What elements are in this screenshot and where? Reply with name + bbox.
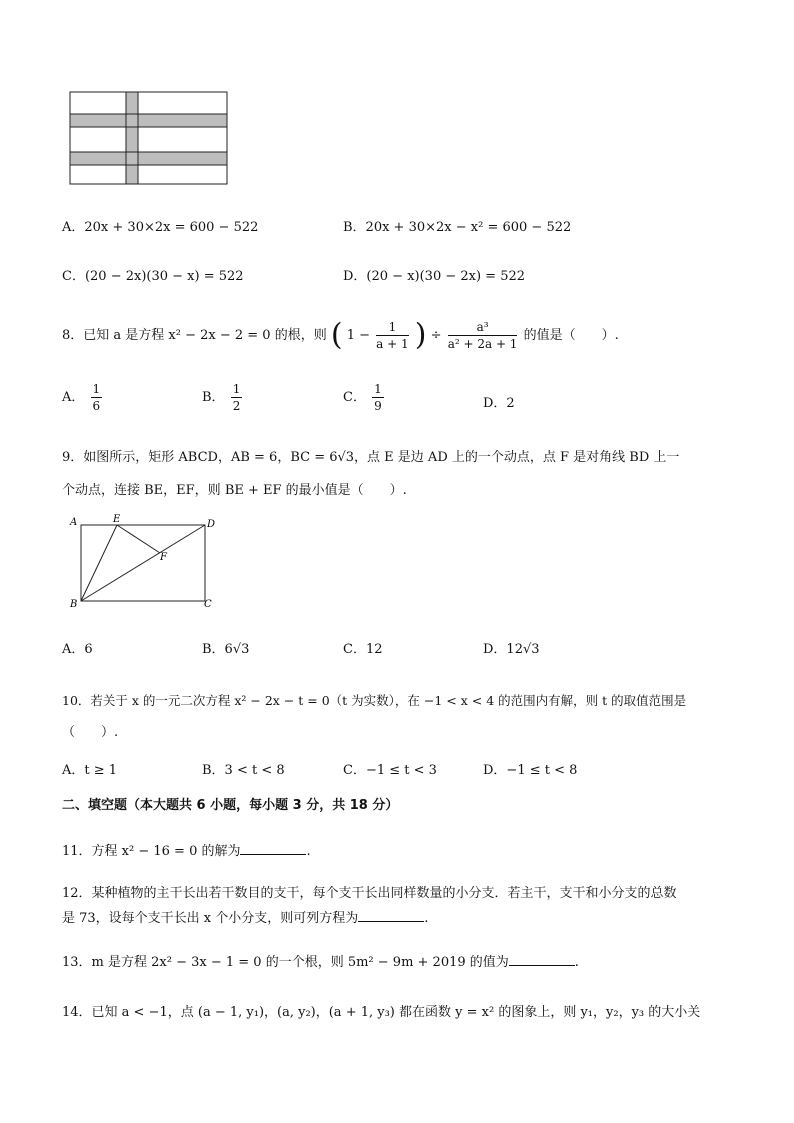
q8-fraction-1-numerator: 1 <box>376 319 408 336</box>
q8-option-b-fraction <box>231 381 243 414</box>
q13-text: 13．m 是方程 2x² − 3x − 1 = 0 的一个根，则 5m² − 9m + 2019 的值为 <box>62 955 509 970</box>
q12-text: 是 73，设每个支干长出 x 个小分支，则可列方程为 <box>62 911 359 926</box>
q13 <box>62 951 579 970</box>
q8-prefix: 8．已知 a 是方程 x² − 2x − 2 = 0 的根，则 <box>62 328 327 343</box>
q7-option-b[interactable]: B．20x + 30×2x − x² = 600 − 522 <box>343 220 572 235</box>
q10-option-a[interactable]: A．t ≥ 1 <box>62 763 118 778</box>
q10-stem-line-2: （ ）. <box>62 725 119 740</box>
q7-option-a[interactable]: A．20x + 30×2x = 600 − 522 <box>62 220 259 235</box>
q8-option-c-denominator: 9 <box>374 399 382 413</box>
q8-option-b-denominator: 2 <box>232 399 241 413</box>
q9-option-c[interactable]: C．12 <box>343 642 383 657</box>
q8-option-c-numerator: 1 <box>374 382 382 396</box>
q7-road-figure <box>69 91 229 186</box>
q10-option-b[interactable]: B．3 < t < 8 <box>202 763 285 778</box>
q10-stem-line-1: 10．若关于 x 的一元二次方程 x² − 2x − t = 0（t 为实数），在 −1 < x < 4 的范围内有解，则 t 的取值范围是 <box>62 693 687 708</box>
q8-fraction-2-numerator: a³ <box>448 319 518 336</box>
q8-option-a-fraction <box>91 381 103 414</box>
q8-option-b-label: B． <box>202 390 225 405</box>
q8-one-minus: 1 − <box>346 328 371 343</box>
q8-option-a-label: A． <box>62 390 85 405</box>
q9-fig-label-f: F <box>160 552 167 563</box>
q8-paren-close: ) <box>414 317 427 353</box>
q13-answer-blank[interactable] <box>509 953 575 966</box>
q8-fraction-2 <box>448 319 518 352</box>
q11-answer-blank[interactable] <box>240 842 306 855</box>
q9-fig-label-b: B <box>70 599 78 610</box>
q14-stem: 14．已知 a < −1，点 (a − 1, y₁)，(a, y₂)，(a + 1, y₃) 都在函数 y = x² 的图象上，则 y₁，y₂，y₃ 的大小关 <box>62 1005 701 1020</box>
q10-option-c[interactable]: C．−1 ≤ t < 3 <box>343 763 437 778</box>
q9-fig-label-e: E <box>113 514 121 525</box>
q8-option-a-denominator: 6 <box>92 399 101 413</box>
q8-option-c[interactable] <box>343 381 386 414</box>
q9-fig-label-a: A <box>70 517 78 528</box>
q13-end: . <box>574 955 579 970</box>
q9-fig-label-d: D <box>207 519 216 530</box>
q11 <box>62 840 311 859</box>
q8-divide: ÷ <box>430 328 442 343</box>
q8-fraction-1 <box>376 319 408 352</box>
q8-option-a[interactable] <box>62 381 104 414</box>
q8-option-b-numerator: 1 <box>232 382 241 396</box>
q8-stem <box>62 316 619 356</box>
q9-fig-label-c: C <box>204 599 212 610</box>
q9-option-b[interactable]: B．6√3 <box>202 642 250 657</box>
q8-option-c-fraction <box>372 381 384 414</box>
q8-fraction-1-denominator: a + 1 <box>376 337 409 351</box>
q8-option-b[interactable] <box>202 381 244 414</box>
q9-stem-line-1: 9．如图所示，矩形 ABCD，AB = 6，BC = 6√3，点 E 是边 AD 上的一个动点，点 F 是对角线 BD 上一 <box>62 450 680 465</box>
q10-option-d[interactable]: D．−1 ≤ t < 8 <box>483 763 578 778</box>
q9-option-a[interactable]: A．6 <box>62 642 93 657</box>
q12-line-2 <box>62 907 428 926</box>
q7-option-d[interactable]: D．(20 − x)(30 − 2x) = 522 <box>343 269 526 284</box>
q12-end: . <box>424 911 429 926</box>
section-2-title: 二、填空题（本大题共 6 小题，每小题 3 分，共 18 分） <box>62 798 399 813</box>
q8-option-c-label: C． <box>343 390 366 405</box>
q9-option-d[interactable]: D．12√3 <box>483 642 540 657</box>
q8-fraction-2-denominator: a² + 2a + 1 <box>447 337 518 351</box>
q8-paren-open: ( <box>330 317 343 353</box>
q11-text: 11．方程 x² − 16 = 0 的解为 <box>62 844 241 859</box>
q9-rectangle-figure <box>66 513 226 613</box>
q8-option-a-numerator: 1 <box>92 382 101 396</box>
q8-option-d[interactable]: D．2 <box>483 396 515 411</box>
q12-line-1: 12．某种植物的主干长出若干数目的支干，每个支干长出同样数量的小分支．若主干，支干和小分支的总数 <box>62 886 677 901</box>
q8-suffix: 的值是（ ）. <box>523 328 619 343</box>
q9-stem-line-2: 个动点，连接 BE，EF，则 BE + EF 的最小值是（ ）. <box>62 483 407 498</box>
q11-end: . <box>306 844 311 859</box>
q7-option-c[interactable]: C．(20 − 2x)(30 − x) = 522 <box>62 269 244 284</box>
q12-answer-blank[interactable] <box>358 909 424 922</box>
